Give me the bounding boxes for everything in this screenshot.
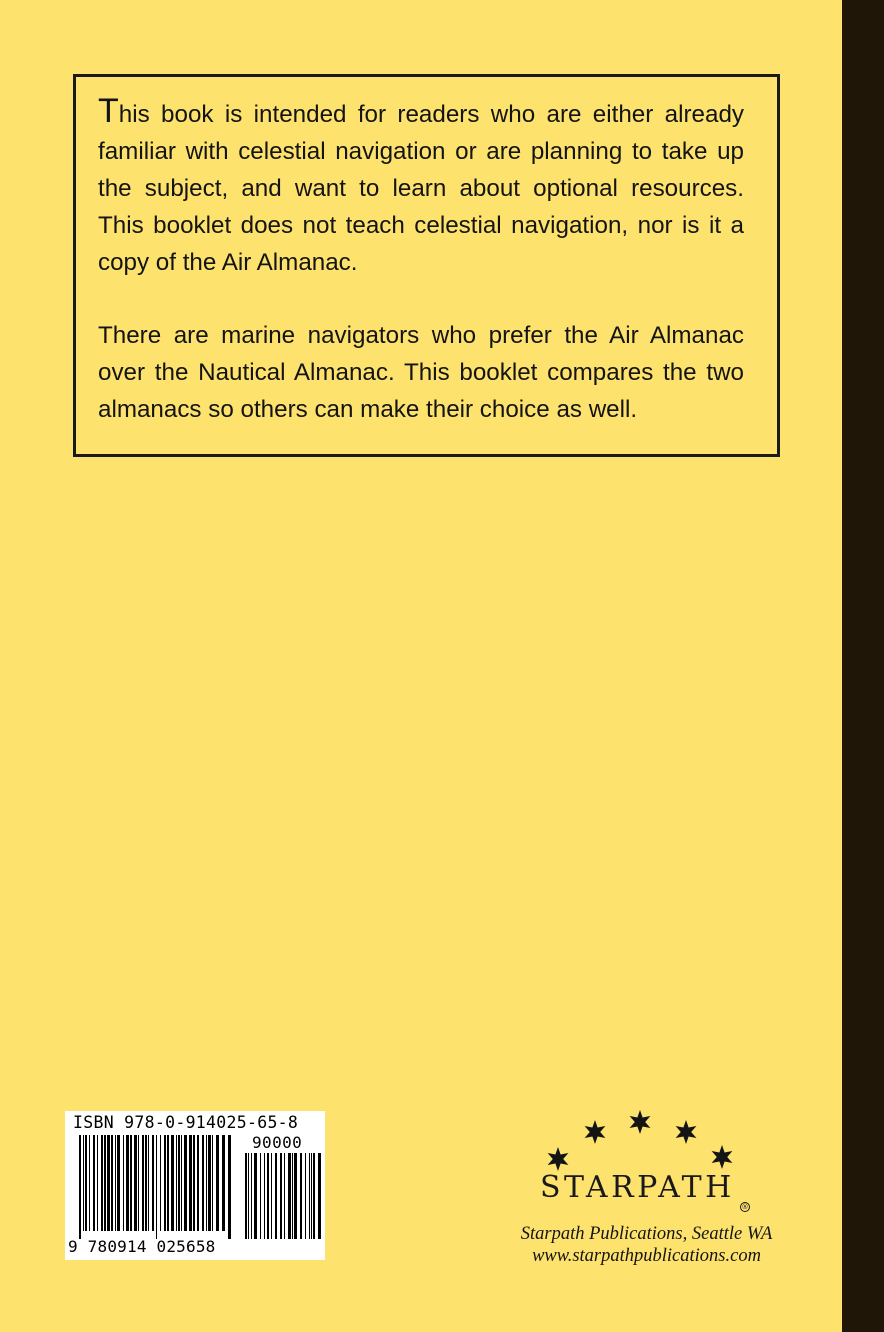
star-icon [712,1145,733,1169]
isbn-barcode [65,1111,325,1260]
star-icon [548,1147,569,1171]
ean-digits: 9 780914 025658 [68,1237,216,1256]
star-icon [585,1120,606,1144]
star-icon [676,1120,697,1144]
isbn-label: ISBN 978-0-914025-65-8 [73,1113,299,1132]
registered-mark: ® [741,1203,749,1211]
blurb-paragraph-1 [98,92,744,281]
blurb-paragraph-2: There are marine navigators who prefer the Air Almanac over the Nautical Almanac. This booklet compares the two almanacs so others can make their choice as well. [98,322,744,423]
logo-wordmark: STARPATH [540,1170,735,1205]
blurb-box [73,74,780,457]
publisher-name: Starpath Publications, Seattle WA [520,1224,773,1244]
star-icon [630,1110,651,1134]
blurb-paragraph-1-text: his book is intended for readers who are either already familiar with celestial navigation or are planning to take up the subject, and want to learn about optional resources. This booklet does not teach celestial navigation, nor is it a copy of the Air Almanac. [98,101,744,276]
publisher-info [480,1223,813,1267]
drop-cap: T [98,92,119,130]
price-code: 90000 [252,1133,303,1152]
starpath-logo [520,1102,780,1212]
logo-stars-icon [520,1102,780,1172]
publisher-url: www.starpathpublications.com [532,1246,761,1266]
book-spine [842,0,884,1332]
